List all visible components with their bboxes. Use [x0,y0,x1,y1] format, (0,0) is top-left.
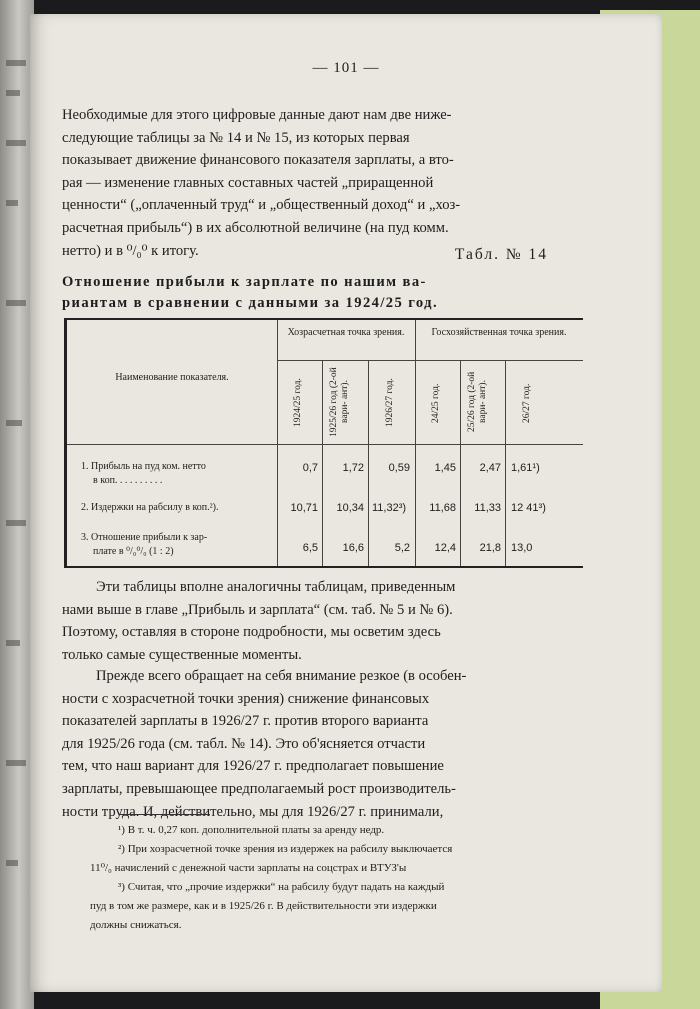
book-page [30,14,662,992]
text-line: для 1925/26 года (см. табл. № 14). Это об'ясняется отчасти [62,735,426,752]
text-line: нетто) и в ⁰/₀⁰ к итогу. [62,242,199,259]
text-line: рая — изменение главных составных частей „приращенной [62,174,434,191]
table-cell: 11,33 [474,502,501,514]
table-cell: 0,59 [388,462,410,474]
table-cell: 10,71 [290,502,318,514]
footnote-3-cont: должны снижаться. [90,919,182,931]
row-label-ratio: 3. Отношение прибыли к зар- плате в ⁰/₀⁰/₀ (1 : 2) [81,532,208,557]
text-line: только самые существенные моменты. [62,646,302,663]
text-line: Прежде всего обращает на себя внимание резкое (в особен- [96,668,467,684]
row-label-profit: 1. Прибыль на пуд ком. нетто в коп. . . . . . . . . . [81,461,206,486]
footnote-3-cont: пуд в том же размере, как и в 1925/26 г. В действительности эти издержки [90,900,437,912]
table-title [62,272,584,314]
table-cell: 1,72 [342,462,364,474]
data-table [64,318,583,568]
year-header: 25/26 год (2-ой вари- ант). [467,371,488,433]
year-header: 1924/25 год. [293,378,303,428]
text-line: ности труда. И, действительно, мы для 1926/27 г. принимали, [62,803,444,820]
text-line: тем, что наш вариант для 1926/27 г. предполагает повышение [62,758,444,775]
text-line: Эти таблицы вполне аналогичны таблицам, приведенным [96,579,456,595]
table-cell: 16,6 [342,542,364,554]
table-cell: 11,68 [429,502,456,514]
footnote-3: ³) Считая, что „прочие издержки“ на рабсилу будут падать на каждый [118,881,445,893]
year-header: 26/27 год. [522,383,532,423]
table-cell: 1,45 [434,462,456,474]
text-line: ности с хозрасчетной точки зрения) снижение финансовых [62,690,430,707]
text-line: показывает движение финансового показателя зарплаты, а вто- [62,152,454,169]
year-header: 24/25 год. [431,383,441,423]
group-header-state: Госхозяйственная точка зрения. [431,327,567,338]
parameter-column-header: Наименование показателя. [115,372,229,383]
footnote-1: ¹) В т. ч. 0,27 коп. дополнительной платы за аренду недр. [118,824,385,836]
footnote-2: ²) При хозрасчетной точке зрения из издержек на рабсилу выключается [118,843,453,855]
year-header: 1926/27 год. [385,378,395,428]
table-number: Табл. № 14 [454,246,548,263]
table-cell: 0,7 [302,462,318,474]
table-title-line: Отношение прибыли к зарплате по нашим ва- [62,274,427,290]
text-line: расчетная прибыль“) в их абсолютной величине (на пуд комм. [62,219,449,236]
table-cell: 10,34 [336,502,364,514]
text-line: нами выше в главе „Прибыль и зарплата“ (см. таб. № 5 и № 6). [62,601,453,618]
table-cell: 1,61¹) [511,462,540,474]
text-line: Необходимые для этого цифровые данные дают нам две ниже- [62,107,452,123]
table-cell: 5,2 [394,542,410,554]
table-title-line: риантам в сравнении с данными за 1924/25 год. [62,295,439,311]
table-cell: 6,5 [302,542,318,554]
adjacent-page-edge [0,0,34,1009]
table-cell: 11,32³) [372,502,407,514]
table-cell: 12,4 [434,542,456,554]
paragraph-1 [62,104,580,262]
footnotes [90,821,576,935]
text-line: показателей зарплаты в 1926/27 г. против второго варианта [62,713,429,730]
group-header-commercial: Хозрасчетная точка зрения. [287,327,405,338]
table-cell: 13,0 [511,542,533,554]
paragraph-3 [62,665,580,823]
footnote-2-cont: 11⁰/₀ начислений с денежной части зарплаты на соцстрах и ВТУЗ'ы [90,862,407,874]
footnote-divider [120,814,210,815]
table-cell: 2,47 [479,462,501,474]
text-line: Поэтому, оставляя в стороне подробности, мы осветим здесь [62,624,441,641]
text-line: следующие таблицы за № 14 и № 15, из которых первая [62,129,410,146]
year-header: 1925/26 год (2-ой вари- ант). [329,367,350,437]
text-line: зарплаты, превышающее предполагаемый рост производитель- [62,780,456,797]
page-number: — 101 — [312,60,380,76]
paragraph-2 [62,576,580,666]
row-label-costs: 2. Издержки на рабсилу в коп.²). [81,502,219,513]
table-cell: 12 41³) [511,502,546,514]
text-line: ценности“ („оплаченный труд“ и „общественный доход“ и „хоз- [62,197,461,214]
table-cell: 21,8 [479,542,501,554]
